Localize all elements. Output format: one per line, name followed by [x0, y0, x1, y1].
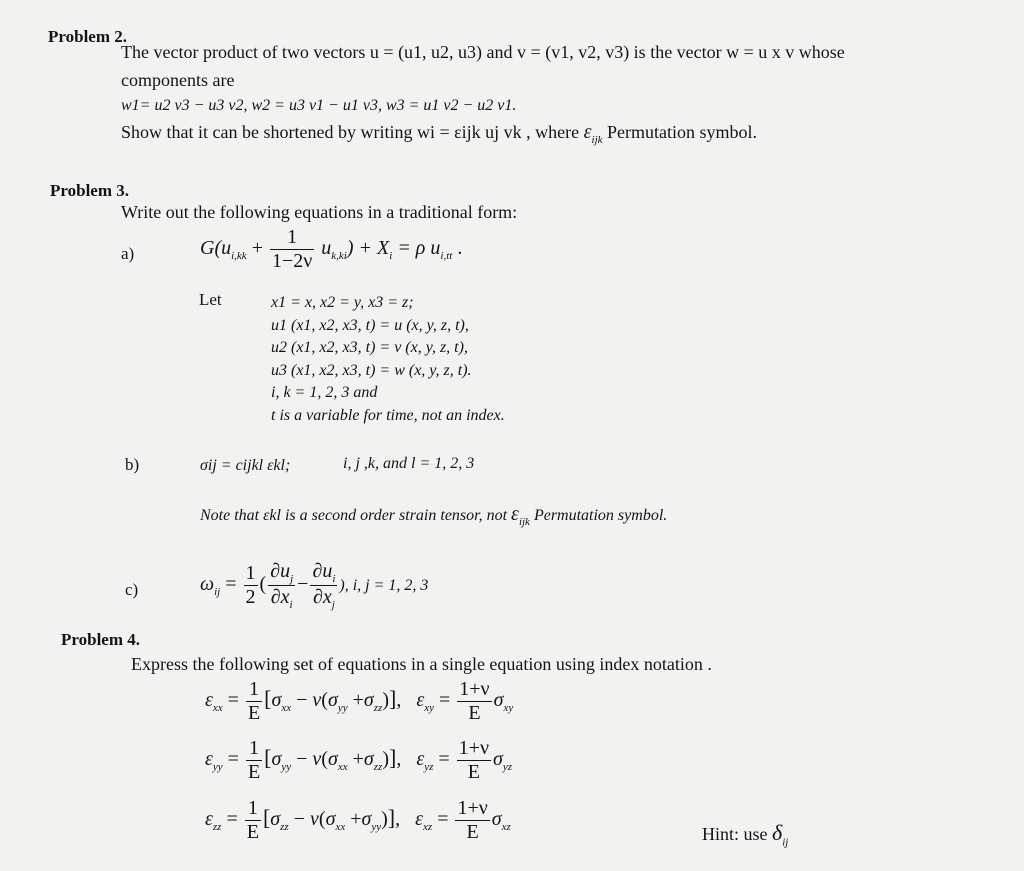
let-line: u2 (x1, x2, x3, t) = v (x, y, z, t),: [271, 339, 468, 356]
problem-2-components: w1= u2 v3 − u3 v2, w2 = u3 v1 − u1 v3, w3 = u1 v2 − u2 v1.: [121, 97, 517, 114]
let-line: u1 (x1, x2, x3, t) = u (x, y, z, t),: [271, 316, 469, 334]
eq-a-sub-2: k,ki: [331, 250, 347, 263]
problem-2-line-4-text: Show that it can be shortened by writing wi = εijk uj vk , where: [121, 122, 580, 142]
equation-a: [200, 226, 462, 273]
eq-a-fraction: [270, 226, 314, 273]
hint-text: Hint: use: [702, 824, 768, 844]
one-over-E: [246, 737, 262, 784]
eq-shear-sub: xz: [423, 821, 433, 834]
problem-2-line-1: The vector product of two vectors u = (u1, u2, u3) and v = (v1, v2, v3) is the vector w = u x v whose: [121, 42, 845, 62]
one-over-E: [245, 797, 261, 844]
eq-a-end: .: [452, 237, 463, 260]
equals-sign: =: [438, 748, 450, 771]
eq-c-d1-den-sub: i: [289, 599, 293, 611]
kronecker-delta-symbol: $\delta_{ij}$: [772, 820, 789, 849]
eq-c-d2-den-sub: j: [331, 599, 335, 611]
eq-a-part-4: = ρ u: [392, 237, 441, 260]
eq-c-d2-num: ∂u: [312, 560, 333, 582]
eq-a-sub-4: i,tt: [440, 250, 453, 263]
eq-a-fraction-den: 1−2ν: [271, 250, 313, 272]
eq-c-d1-num-sub: j: [290, 573, 294, 585]
sigma-sub: zz: [280, 821, 289, 834]
eq-c-open-paren: (: [259, 573, 267, 596]
eq-a-part-2: u: [321, 237, 332, 260]
eq-c-indices: ), i, j = 1, 2, 3: [339, 577, 429, 595]
eq-shear-epsilon: ε: [416, 689, 425, 712]
let-line: x1 = x, x2 = y, x3 = z;: [271, 294, 414, 311]
eq-a-fraction-num: 1: [287, 226, 298, 248]
problem-2-line-4-end: Permutation symbol.: [607, 122, 758, 142]
note-line: [200, 503, 667, 528]
fraction-num: 1: [247, 797, 258, 819]
epsilon-ijk-symbol: $\varepsilon_{ijk}$: [583, 121, 603, 146]
fraction-den: E: [247, 761, 261, 783]
eq-a-sub-1: i,kk: [231, 250, 247, 263]
let-line: u3 (x1, x2, x3, t) = w (x, y, z, t).: [271, 361, 472, 379]
equation-row-1: $\varepsilon_{xx}$ = $\frac{1}{E}$ $[\sigma_{xx} - \nu(\sigma_{yy} +\sigma_{zz})]$, $\varepsilon_{xy}$ = $\frac{1+\nu}{E}$ $\sigma_{xy}$: [205, 678, 514, 724]
let-definitions: [271, 292, 505, 427]
let-line: i, k = 1, 2, 3 and: [271, 384, 378, 401]
equation-b: σij = cijkl εkl;: [200, 457, 291, 474]
fraction-num: 1: [249, 737, 260, 759]
sigma-sub: xx: [337, 761, 348, 774]
eq-a-sub-3: i: [389, 250, 393, 263]
sigma-sub: zz: [373, 702, 383, 715]
fraction-den: E: [455, 820, 489, 844]
eq-c-omega-sub: ij: [214, 586, 221, 599]
equals-sign: =: [227, 689, 239, 712]
fraction-den: E: [457, 701, 491, 725]
part-b-label: b): [125, 455, 140, 474]
equals-sign: =: [227, 748, 239, 771]
eq-c-equals: =: [225, 573, 237, 596]
eq-c-d1-num: ∂u: [270, 560, 291, 582]
one-plus-nu-over-E: [455, 797, 489, 844]
problem-2-line-4: [121, 121, 757, 146]
eq-lhs-epsilon: ε: [205, 748, 213, 771]
open-bracket: [: [264, 686, 272, 712]
eq-a-part-3: ) + X: [346, 237, 390, 260]
eq-shear-epsilon: ε: [416, 748, 425, 771]
one-plus-nu-over-E: [457, 737, 491, 784]
eq-lhs-epsilon: ε: [205, 689, 213, 712]
fraction-num: 1+ν: [457, 797, 488, 819]
eq-c-omega: ω: [200, 573, 215, 596]
hint: [702, 820, 788, 848]
eq-c-half-den: 2: [245, 586, 256, 608]
fraction-num: 1: [249, 678, 260, 700]
fraction-den: E: [457, 760, 491, 784]
let-label: Let: [199, 290, 222, 309]
close-bracket: ]: [389, 745, 397, 771]
note-end: Permutation symbol.: [533, 507, 668, 524]
equals-sign: =: [226, 808, 238, 831]
sigma-sub: yz: [502, 761, 513, 774]
equation-c: [200, 560, 428, 611]
eq-c-minus: −: [297, 573, 309, 596]
eq-shear-sub: xy: [424, 702, 434, 715]
fraction-num: 1+ν: [458, 737, 489, 759]
let-line: t is a variable for time, not an index.: [271, 406, 505, 424]
eq-c-d2-den: ∂x: [313, 586, 332, 608]
equation-b-indices: i, j ,k, and l = 1, 2, 3: [343, 455, 475, 472]
eq-lhs-sub: xx: [212, 702, 223, 715]
epsilon-ijk-symbol: $\varepsilon_{ijk}$: [511, 503, 530, 528]
sigma-sub: zz: [373, 761, 383, 774]
eq-c-half: [244, 562, 258, 609]
eq-shear-epsilon: ε: [415, 808, 424, 831]
sigma-sub: xz: [501, 821, 511, 834]
equals-sign: =: [438, 689, 451, 712]
open-bracket: [: [262, 805, 271, 831]
sigma-sub: xx: [281, 702, 292, 715]
one-over-E: [246, 678, 262, 725]
problem-3-title: Problem 3.: [50, 181, 130, 200]
eq-lhs-sub: zz: [212, 821, 222, 834]
sigma-sub: yy: [337, 702, 348, 715]
eq-c-deriv-1: [268, 560, 295, 611]
close-bracket: ]: [387, 805, 396, 831]
open-bracket: [: [264, 745, 272, 771]
eq-c-half-num: 1: [245, 562, 256, 584]
close-bracket: ]: [389, 686, 397, 712]
problem-2-title: Problem 2.: [48, 27, 128, 46]
sigma-sub: xx: [335, 821, 346, 834]
equation-row-3: $\varepsilon_{zz}$ = $\frac{1}{E}$ $[\sigma_{zz} - \nu(\sigma_{xx} +\sigma_{yy})]$, $\varepsilon_{xz}$ = $\frac{1+\nu}{E}$ $\sigma_{xz}$: [205, 797, 511, 843]
eq-a-plus: +: [251, 237, 263, 260]
problem-4-title: Problem 4.: [61, 630, 141, 649]
eq-lhs-sub: yy: [212, 761, 223, 774]
eq-lhs-epsilon: ε: [205, 808, 213, 831]
sigma-sub: yy: [281, 761, 292, 774]
problem-4-intro: Express the following set of equations in a single equation using index notation .: [131, 654, 712, 674]
eq-shear-sub: yz: [424, 761, 434, 774]
eq-c-d2-num-sub: i: [332, 573, 336, 585]
fraction-den: E: [247, 702, 261, 724]
sigma-sub: yy: [371, 821, 382, 834]
eq-a-part-1: G(u: [200, 237, 232, 260]
sigma-sub: xy: [503, 702, 514, 715]
fraction-den: E: [246, 821, 259, 843]
note-text: Note that εkl is a second order strain tensor, not: [200, 507, 508, 524]
one-plus-nu-over-E: [457, 678, 491, 725]
problem-3-intro: Write out the following equations in a traditional form:: [121, 202, 518, 222]
part-c-label: c): [125, 580, 139, 599]
eq-c-d1-den: ∂x: [270, 586, 290, 608]
problem-2-line-2: components are: [121, 70, 235, 90]
equals-sign: =: [437, 808, 449, 831]
part-a-label: a): [121, 244, 135, 263]
fraction-num: 1+ν: [459, 678, 490, 700]
eq-c-deriv-2: [310, 560, 337, 611]
equation-row-2: $\varepsilon_{yy}$ = $\frac{1}{E}$ $[\sigma_{yy} - \nu(\sigma_{xx} +\sigma_{zz})]$, $\varepsilon_{yz}$ = $\frac{1+\nu}{E}$ $\sigma_{yz}$: [205, 737, 513, 783]
